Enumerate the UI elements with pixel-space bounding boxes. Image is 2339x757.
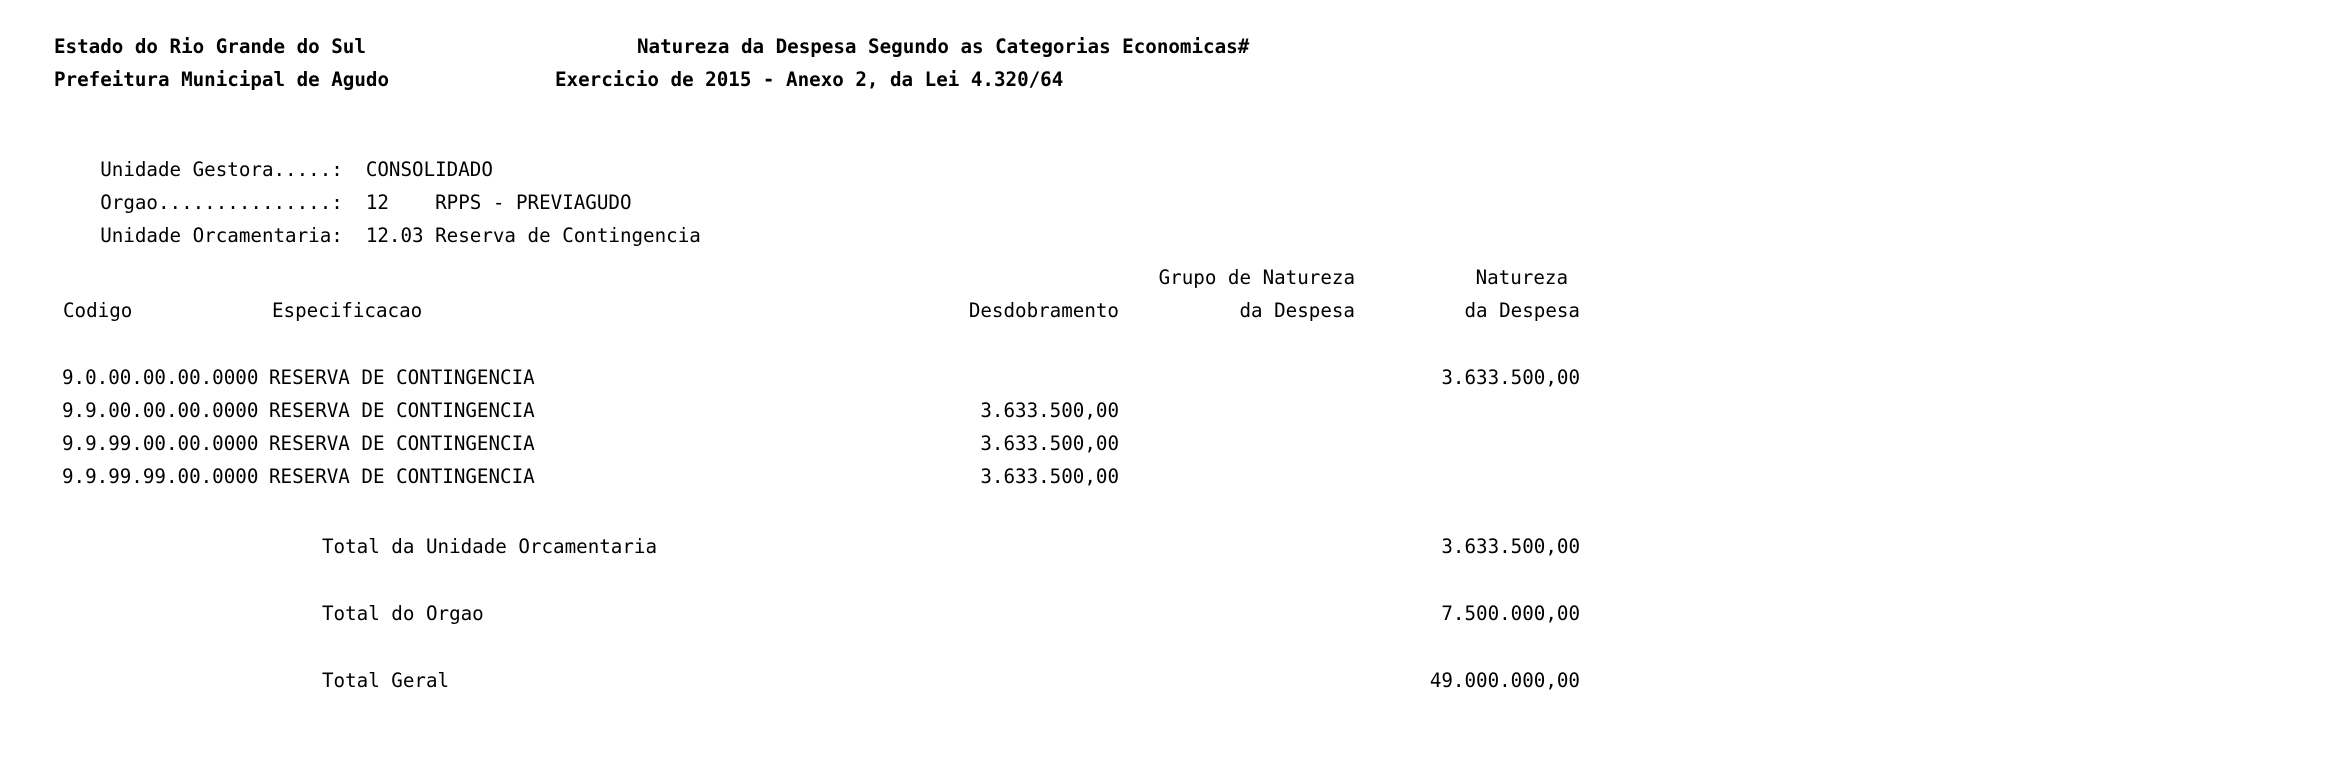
row-especificacao: RESERVA DE CONTINGENCIA bbox=[269, 399, 535, 422]
column-header-especificacao: Especificacao bbox=[272, 299, 423, 322]
row-codigo: 9.0.00.00.00.0000 bbox=[62, 366, 259, 389]
total-value: 49.000.000,00 bbox=[1429, 669, 1580, 692]
column-header-natureza-line2: da Despesa bbox=[1464, 299, 1580, 322]
row-desdobramento: 3.633.500,00 bbox=[980, 399, 1119, 422]
report-state: Estado do Rio Grande do Sul bbox=[54, 35, 366, 58]
total-value: 7.500.000,00 bbox=[1441, 602, 1580, 625]
row-especificacao: RESERVA DE CONTINGENCIA bbox=[269, 465, 535, 488]
info-orgao-label: Orgao...............: bbox=[100, 191, 343, 214]
column-header-desdobramento: Desdobramento bbox=[968, 299, 1119, 322]
column-header-grupo-line2: da Despesa bbox=[1239, 299, 1355, 322]
row-desdobramento: 3.633.500,00 bbox=[980, 465, 1119, 488]
info-unidade-orcamentaria-value: 12.03 Reserva de Contingencia bbox=[365, 224, 701, 247]
info-unidade-orcamentaria bbox=[54, 200, 701, 272]
info-unidade-gestora-value: CONSOLIDADO bbox=[365, 158, 493, 181]
row-desdobramento: 3.633.500,00 bbox=[980, 432, 1119, 455]
row-codigo: 9.9.99.99.00.0000 bbox=[62, 465, 259, 488]
info-unidade-orcamentaria-label: Unidade Orcamentaria: bbox=[100, 224, 343, 247]
row-especificacao: RESERVA DE CONTINGENCIA bbox=[269, 366, 535, 389]
total-label: Total Geral bbox=[322, 669, 450, 692]
total-label: Total do Orgao bbox=[322, 602, 484, 625]
column-header-grupo-line1: Grupo de Natureza bbox=[1158, 266, 1355, 289]
total-value: 3.633.500,00 bbox=[1441, 535, 1580, 558]
column-header-natureza-line1: Natureza bbox=[1475, 266, 1568, 289]
column-header-codigo: Codigo bbox=[63, 299, 133, 322]
row-natureza: 3.633.500,00 bbox=[1441, 366, 1580, 389]
total-label: Total da Unidade Orcamentaria bbox=[322, 535, 658, 558]
info-unidade-gestora-label: Unidade Gestora.....: bbox=[100, 158, 343, 181]
row-codigo: 9.9.00.00.00.0000 bbox=[62, 399, 259, 422]
report-subtitle: Exercicio de 2015 - Anexo 2, da Lei 4.320/64 bbox=[555, 68, 1064, 91]
report-municipality: Prefeitura Municipal de Agudo bbox=[54, 68, 390, 91]
report-title: Natureza da Despesa Segundo as Categorias Economicas# bbox=[637, 35, 1250, 58]
row-codigo: 9.9.99.00.00.0000 bbox=[62, 432, 259, 455]
info-orgao-value: 12 RPPS - PREVIAGUDO bbox=[365, 191, 632, 214]
row-especificacao: RESERVA DE CONTINGENCIA bbox=[269, 432, 535, 455]
